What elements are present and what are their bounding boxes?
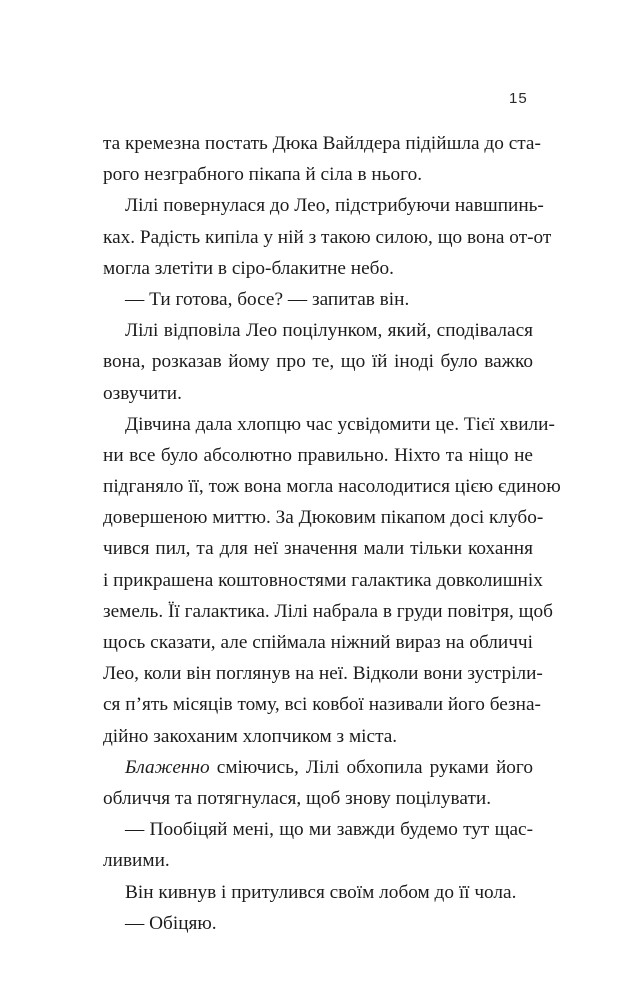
text-line [103, 752, 533, 783]
text-line: земель. Її галактика. Лілі набрала в груди повітря, щоб [103, 600, 553, 622]
text-line: — Обіцяю. [125, 912, 217, 934]
text-line: — Пообіцяй мені, що ми завжди будемо тут щас- [125, 819, 533, 841]
body-text [103, 128, 561, 939]
text-line: ках. Радість кипіла у ній з такою силою, що вона от-от [103, 226, 552, 248]
text-line: озвучити. [103, 382, 182, 404]
text-line: і прикрашена коштовностями галактика довколишніх [103, 569, 543, 591]
text-line: та кремезна постать Дюка Вайлдера підійшла до ста- [103, 133, 541, 154]
italic-word: Блаженно [125, 756, 210, 778]
text-line: Лілі повернулася до Лео, підстрибуючи навшпинь- [125, 195, 544, 217]
text-line: ливими. [103, 850, 170, 872]
text-line: Дівчина дала хлопцю час усвідомити це. Тієї хвили- [125, 413, 555, 435]
text-line: дійно закоханим хлопчиком з міста. [103, 725, 398, 747]
text-line: ся п’ять місяців тому, всі ковбої називали його безна- [103, 694, 541, 716]
text-line: довершеною миттю. За Дюковим пікапом досі клубо- [103, 507, 544, 529]
text-line: щось сказати, але спіймала ніжний вираз на обличчі [103, 632, 533, 653]
text-line: підганяло її, тож вона могла насолодитися цією єдиною [103, 476, 561, 498]
text-line: чився пил, та для неї значення мали тільки кохання [103, 538, 533, 560]
page-number: 15 [509, 90, 528, 107]
text-line: рого незграбного пікапа й сіла в нього. [103, 164, 423, 186]
text-line: Лілі відповіла Лео поцілунком, який, сподівалася [125, 320, 533, 342]
text-line: ни все було абсолютно правильно. Ніхто та ніщо не [103, 444, 533, 466]
text-line: Він кивнув і притулився своїм лобом до її чола. [125, 881, 517, 903]
text-line-rest: сміючись, Лілі обхопила руками його [209, 756, 533, 778]
text-line: могла злетіти в сіро-блакитне небо. [103, 257, 394, 279]
text-line: вона, розказав йому про те, що їй іноді було важко [103, 351, 533, 373]
text-line: Лео, коли він поглянув на неї. Відколи вони зустріли- [103, 663, 543, 685]
text-line: обличчя та потягнулася, щоб знову поцілувати. [103, 787, 492, 809]
text-line: — Ти готова, босе? — запитав він. [125, 288, 410, 310]
